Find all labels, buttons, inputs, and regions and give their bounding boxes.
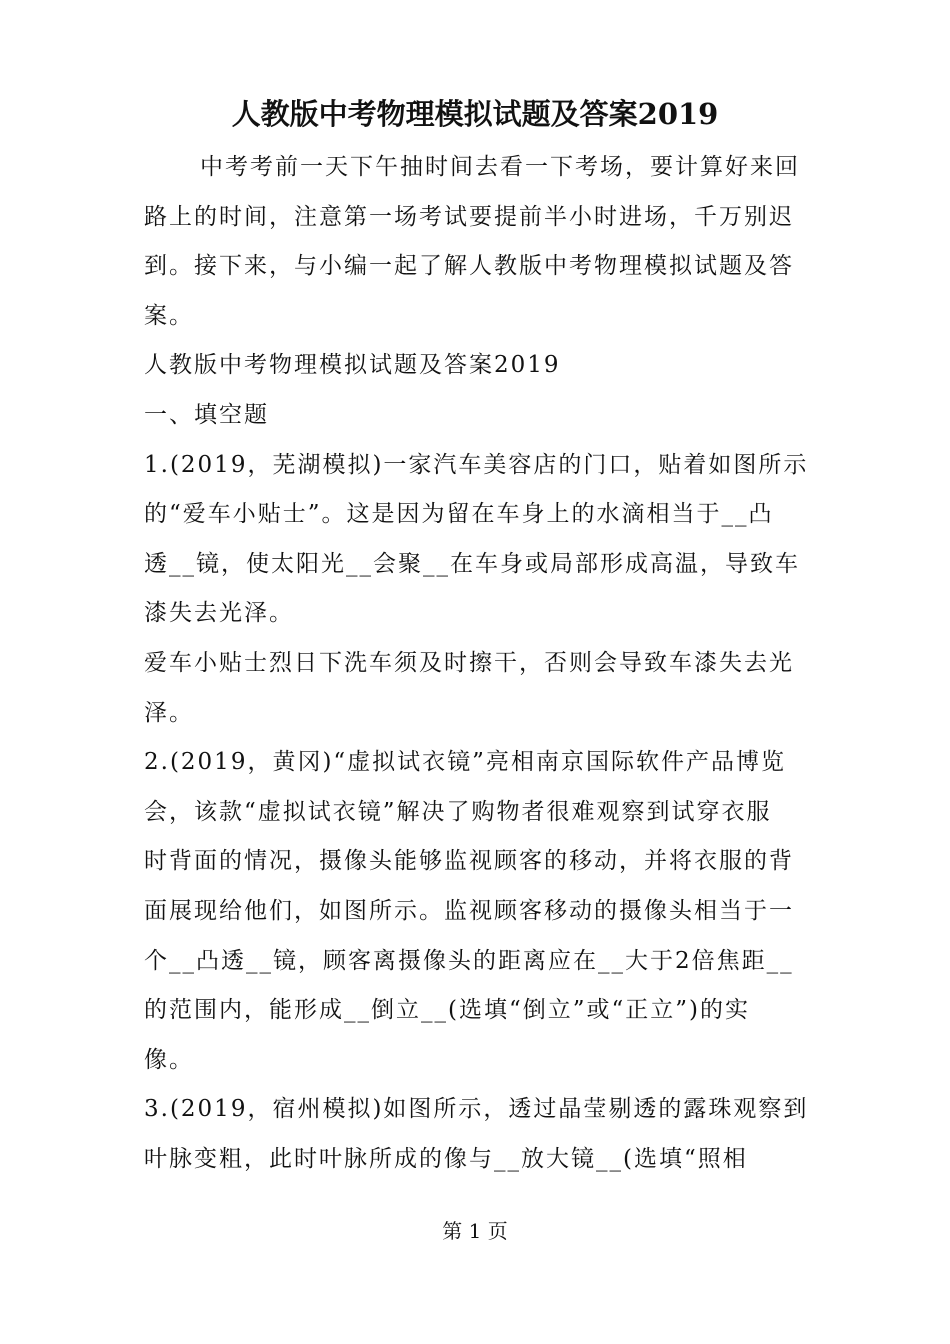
question-2-line-4: 面展现给他们，如图所示。监视顾客移动的摄像头相当于一 bbox=[144, 897, 794, 924]
intro-line-2: 路上的时间，注意第一场考试要提前半小时进场，千万别迟 bbox=[144, 203, 794, 230]
question-2-line-3: 时背面的情况，摄像头能够监视顾客的移动，并将衣服的背 bbox=[144, 848, 794, 875]
question-3-line-1: 3.(2019，宿州模拟)如图所示，透过晶莹剔透的露珠观察到 bbox=[144, 1096, 809, 1123]
intro-line-3: 到。接下来，与小编一起了解人教版中考物理模拟试题及答 bbox=[144, 253, 794, 280]
document-body bbox=[144, 143, 808, 1184]
question-1-line-2: 的“爱车小贴士”。这是因为留在车身上的水滴相当于__凸 bbox=[144, 501, 774, 528]
question-2-line-1: 2.(2019，黄冈)“虚拟试衣镜”亮相南京国际软件产品博览 bbox=[144, 749, 786, 776]
intro-line-1: 中考考前一天下午抽时间去看一下考场，要计算好来回 bbox=[200, 154, 800, 180]
car-tip-line-2: 泽。 bbox=[144, 699, 194, 726]
question-1-line-1: 1.(2019，芜湖模拟)一家汽车美容店的门口，贴着如图所示 bbox=[144, 451, 809, 478]
question-1-line-3: 透__镜，使太阳光__会聚__在车身或局部形成高温，导致车 bbox=[144, 550, 800, 577]
section-heading: 一、填空题 bbox=[144, 401, 269, 428]
intro-line-4: 案。 bbox=[144, 302, 194, 329]
document-title: 人教版中考物理模拟试题及答案2019 bbox=[231, 97, 719, 131]
car-tip-line-1: 爱车小贴士烈日下洗车须及时擦干，否则会导致车漆失去光 bbox=[144, 649, 794, 676]
subtitle: 人教版中考物理模拟试题及答案2019 bbox=[144, 352, 561, 379]
question-2-line-2: 会，该款“虚拟试衣镜”解决了购物者很难观察到试穿衣服 bbox=[144, 798, 772, 825]
question-3-line-2: 叶脉变粗，此时叶脉所成的像与__放大镜__(选填“照相 bbox=[144, 1145, 748, 1172]
page-number: 第 1 页 bbox=[442, 1219, 508, 1243]
question-1-line-4: 漆失去光泽。 bbox=[144, 600, 294, 627]
question-2-line-7: 像。 bbox=[144, 1046, 194, 1073]
question-2-line-6: 的范围内，能形成__倒立__(选填“倒立”或“正立”)的实 bbox=[144, 997, 750, 1024]
question-2-line-5: 个__凸透__镜，顾客离摄像头的距离应在__大于2倍焦距__ bbox=[144, 947, 794, 974]
